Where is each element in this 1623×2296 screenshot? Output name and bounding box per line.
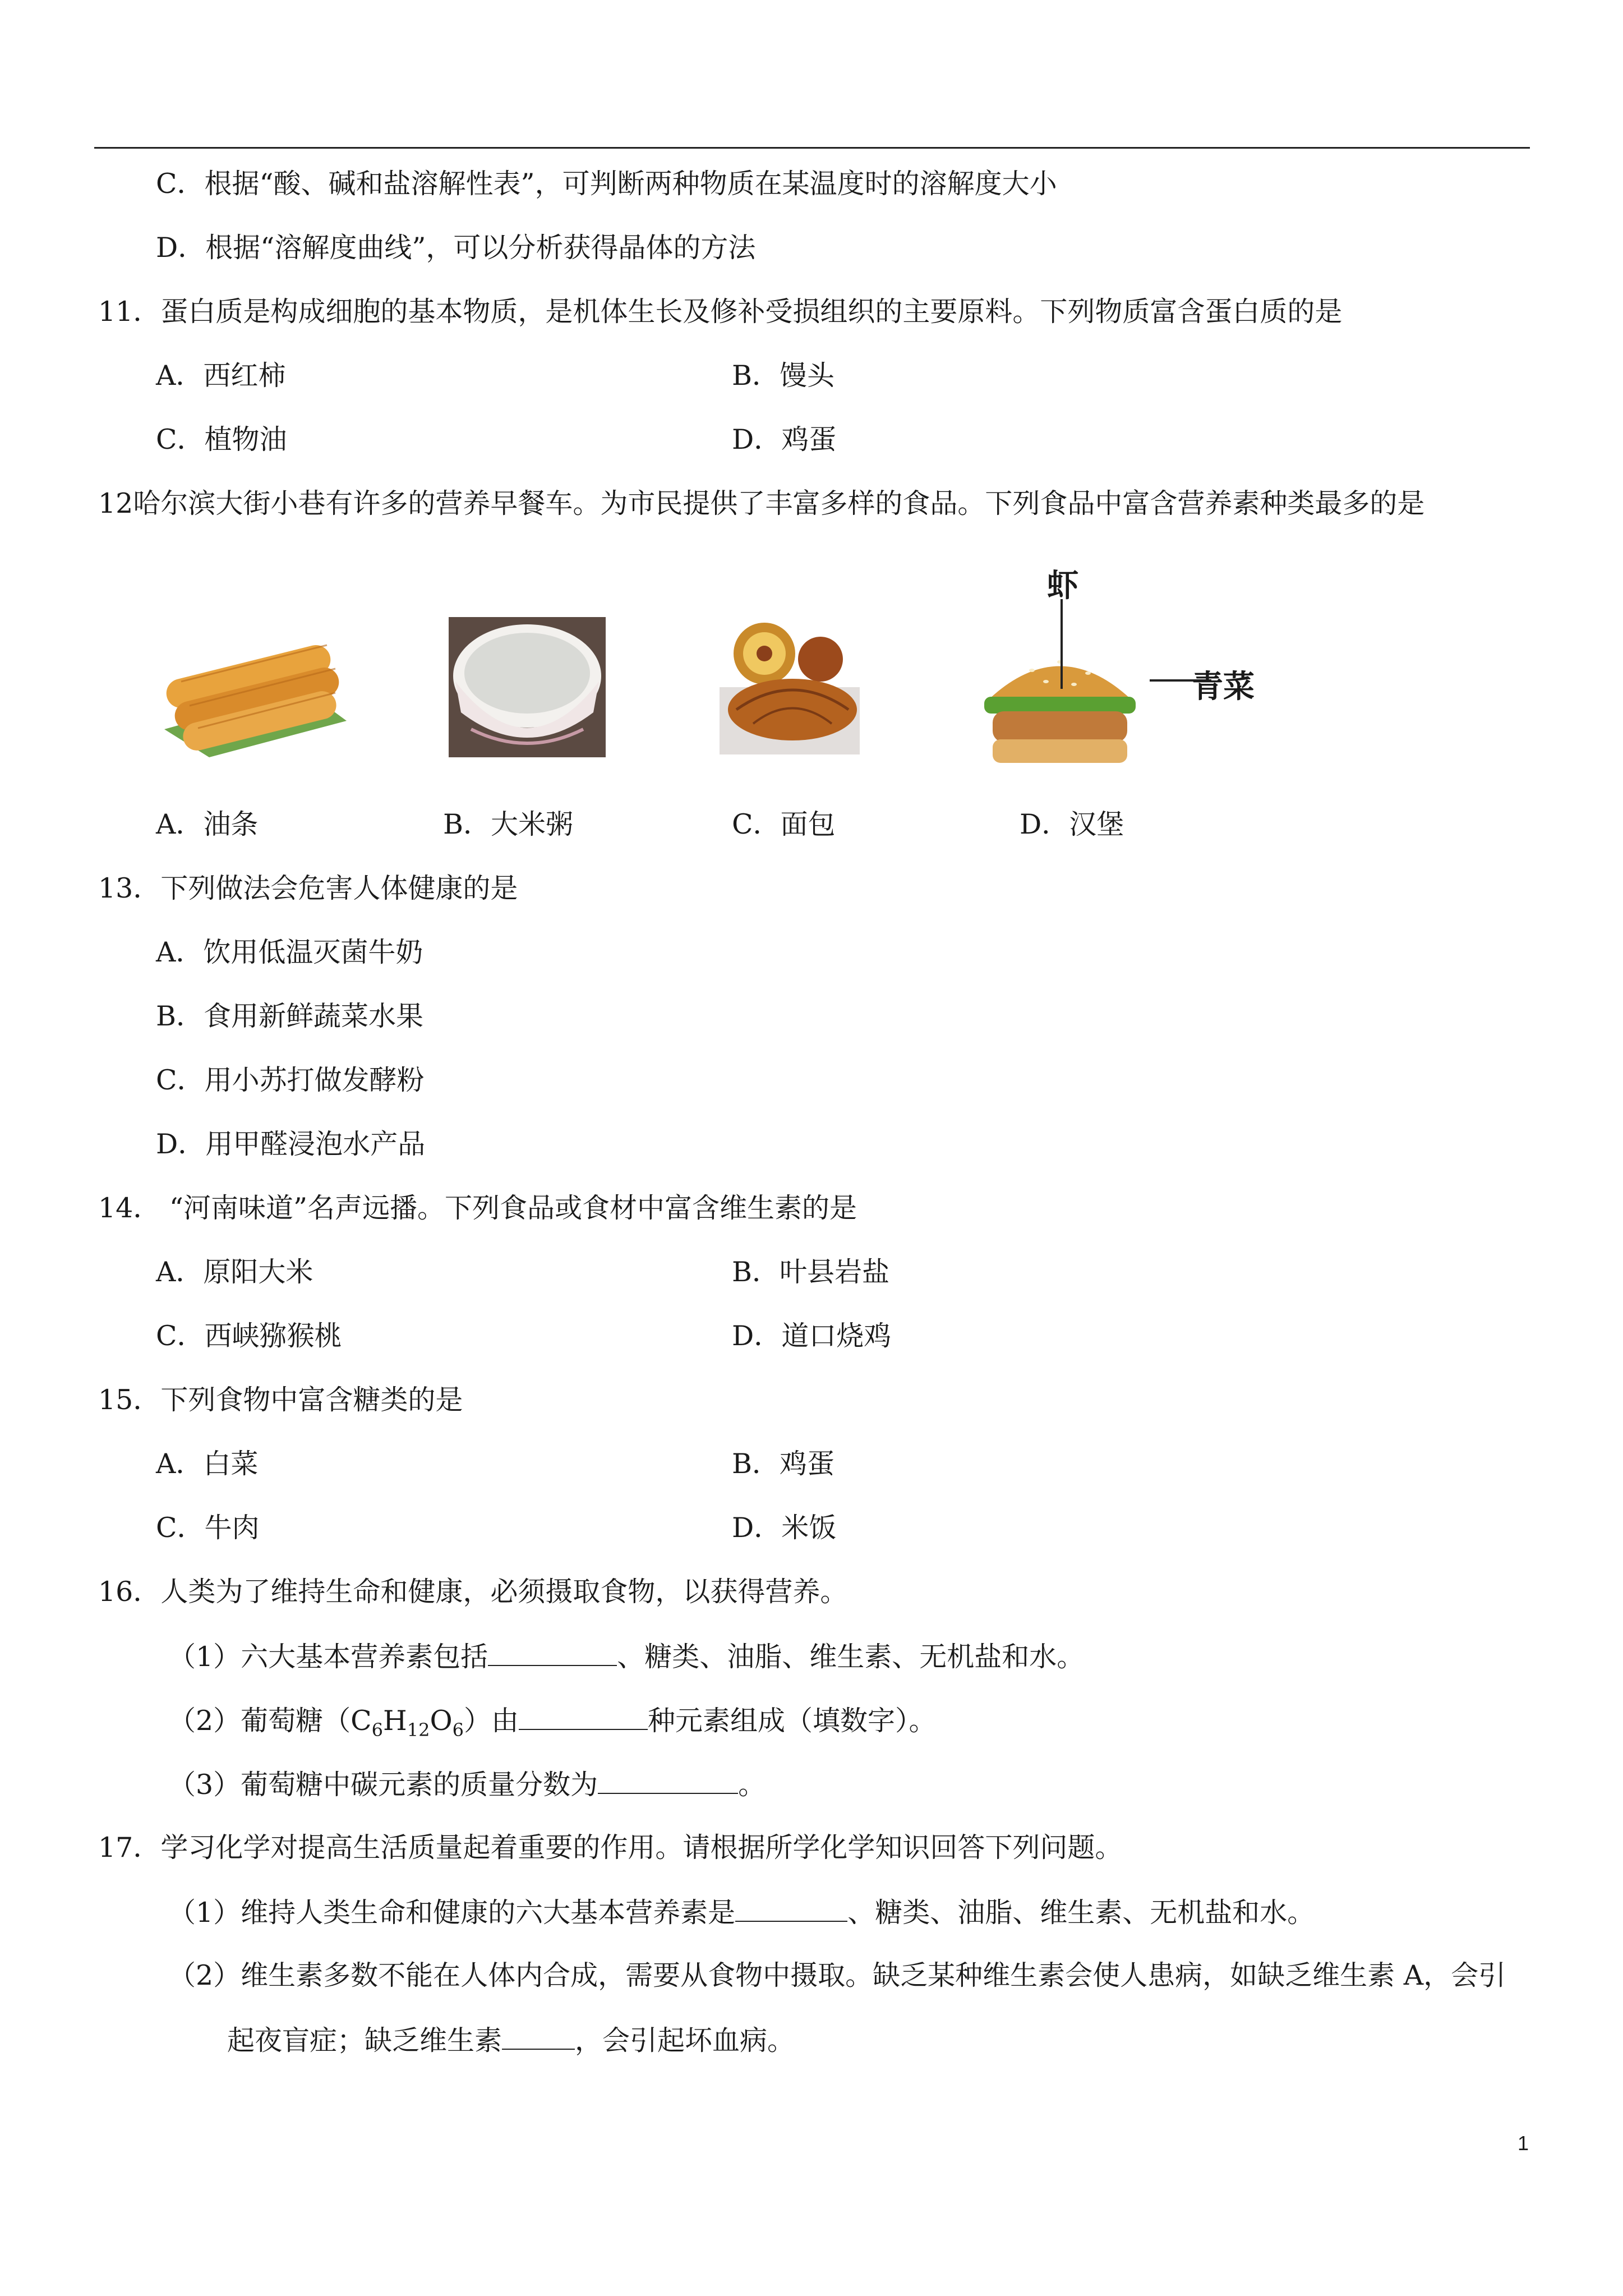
q13-option-d: D．用甲醛浸泡水产品 [156,1128,426,1160]
q12-stem: 12哈尔滨大街小巷有许多的营养早餐车。为市民提供了丰富多样的食品。下列食品中富含营养素种类最多的是 [98,487,1425,519]
page-number: 1 [1517,2132,1529,2155]
q17-part-2-cont [227,2023,795,2058]
q10-option-c: C．根据“酸、碱和盐溶解性表”，可判断两种物质在某温度时的溶解度大小 [156,168,1057,200]
q17-part-2: （2）维生素多数不能在人体内合成，需要从食物中摄取。缺乏某种维生素会使人患病，如缺乏维生素 A，会引 [168,1959,1506,1991]
q17-part-1 [168,1895,1315,1930]
q17-stem: 17．学习化学对提高生活质量起着重要的作用。请根据所学化学知识回答下列问题。 [98,1832,1123,1864]
q16-part-2-mid: ）由 [464,1705,519,1737]
q13-stem: 13．下列做法会危害人体健康的是 [98,872,518,904]
q17-blank-2[interactable] [502,2023,575,2050]
q14-option-d: D．道口烧鸡 [732,1320,892,1352]
q12-option-c: C．面包 [732,808,836,840]
q16-blank-3[interactable] [598,1767,738,1794]
q13-option-c: C．用小苏打做发酵粉 [156,1064,425,1096]
greens-label: 青菜 [1192,669,1255,704]
q16-stem: 16．人类为了维持生命和健康，必须摄取食物，以获得营养。 [98,1576,848,1608]
formula-h: H [383,1705,407,1737]
q16-blank-1[interactable] [488,1639,617,1666]
q15-option-c: C．牛肉 [156,1512,260,1544]
q16-blank-2[interactable] [519,1703,648,1730]
q17-part-1-tail: 、糖类、油脂、维生素、无机盐和水。 [847,1897,1315,1929]
q12-option-a: A．油条 [156,808,259,840]
q14-option-a: A．原阳大米 [156,1256,313,1288]
q13-option-b: B．食用新鲜蔬菜水果 [156,1000,424,1032]
q13-option-a: A．饮用低温灭菌牛奶 [156,936,423,968]
q16-part-1 [168,1639,1084,1674]
bread-image [720,620,860,754]
q11-option-d: D．鸡蛋 [732,424,837,455]
formula-o: O [430,1705,453,1737]
q16-part-1-tail: 、糖类、油脂、维生素、无机盐和水。 [617,1641,1085,1673]
q15-option-d: D．米饭 [732,1512,837,1544]
q16-part-2-tail: 种元素组成（填数字）。 [648,1705,937,1737]
youtiao-image [159,623,352,760]
q11-option-a: A．西红柿 [156,360,286,392]
q15-stem: 15．下列食物中富含糖类的是 [98,1384,463,1416]
q15-option-a: A．白菜 [156,1448,259,1480]
q17-blank-1[interactable] [735,1895,847,1922]
shrimp-label: 虾 [1047,568,1078,603]
q16-part-1-text: （1）六大基本营养素包括 [168,1641,488,1673]
q16-part-3-text: （3）葡萄糖中碳元素的质量分数为 [168,1769,598,1801]
q11-stem: 11．蛋白质是构成细胞的基本物质，是机体生长及修补受损组织的主要原料。下列物质富含蛋白质的是 [98,296,1343,328]
subscript-12: 12 [407,1719,430,1741]
rice-porridge-image [449,617,606,757]
q12-option-d: D．汉堡 [1020,808,1124,840]
q16-part-3 [168,1767,766,1802]
q16-part-2-text: （2）葡萄糖（C [168,1705,372,1737]
q14-option-c: C．西峡猕猴桃 [156,1320,342,1352]
q14-option-b: B．叶县岩盐 [732,1256,890,1288]
shrimp-leader-line [1060,599,1063,689]
q16-part-2 [168,1703,937,1747]
subscript-6b: 6 [452,1719,464,1741]
subscript-6: 6 [371,1719,384,1741]
q12-option-b: B．大米粥 [443,808,574,840]
q16-part-3-tail: 。 [738,1769,766,1801]
header-rule [94,147,1530,149]
q11-option-c: C．植物油 [156,424,287,455]
q17-part-1-text: （1）维持人类生命和健康的六大基本营养素是 [168,1897,736,1929]
q11-option-b: B．馒头 [732,360,835,392]
q17-part-2-cont-tail: ，会引起坏血病。 [575,2024,795,2056]
q15-option-b: B．鸡蛋 [732,1448,835,1480]
q17-part-2-cont-text: 起夜盲症；缺乏维生素 [227,2024,502,2056]
q14-stem: 14． “河南味道”名声远播。下列食品或食材中富含维生素的是 [98,1192,857,1224]
q10-option-d: D．根据“溶解度曲线”，可以分析获得晶体的方法 [156,232,756,264]
